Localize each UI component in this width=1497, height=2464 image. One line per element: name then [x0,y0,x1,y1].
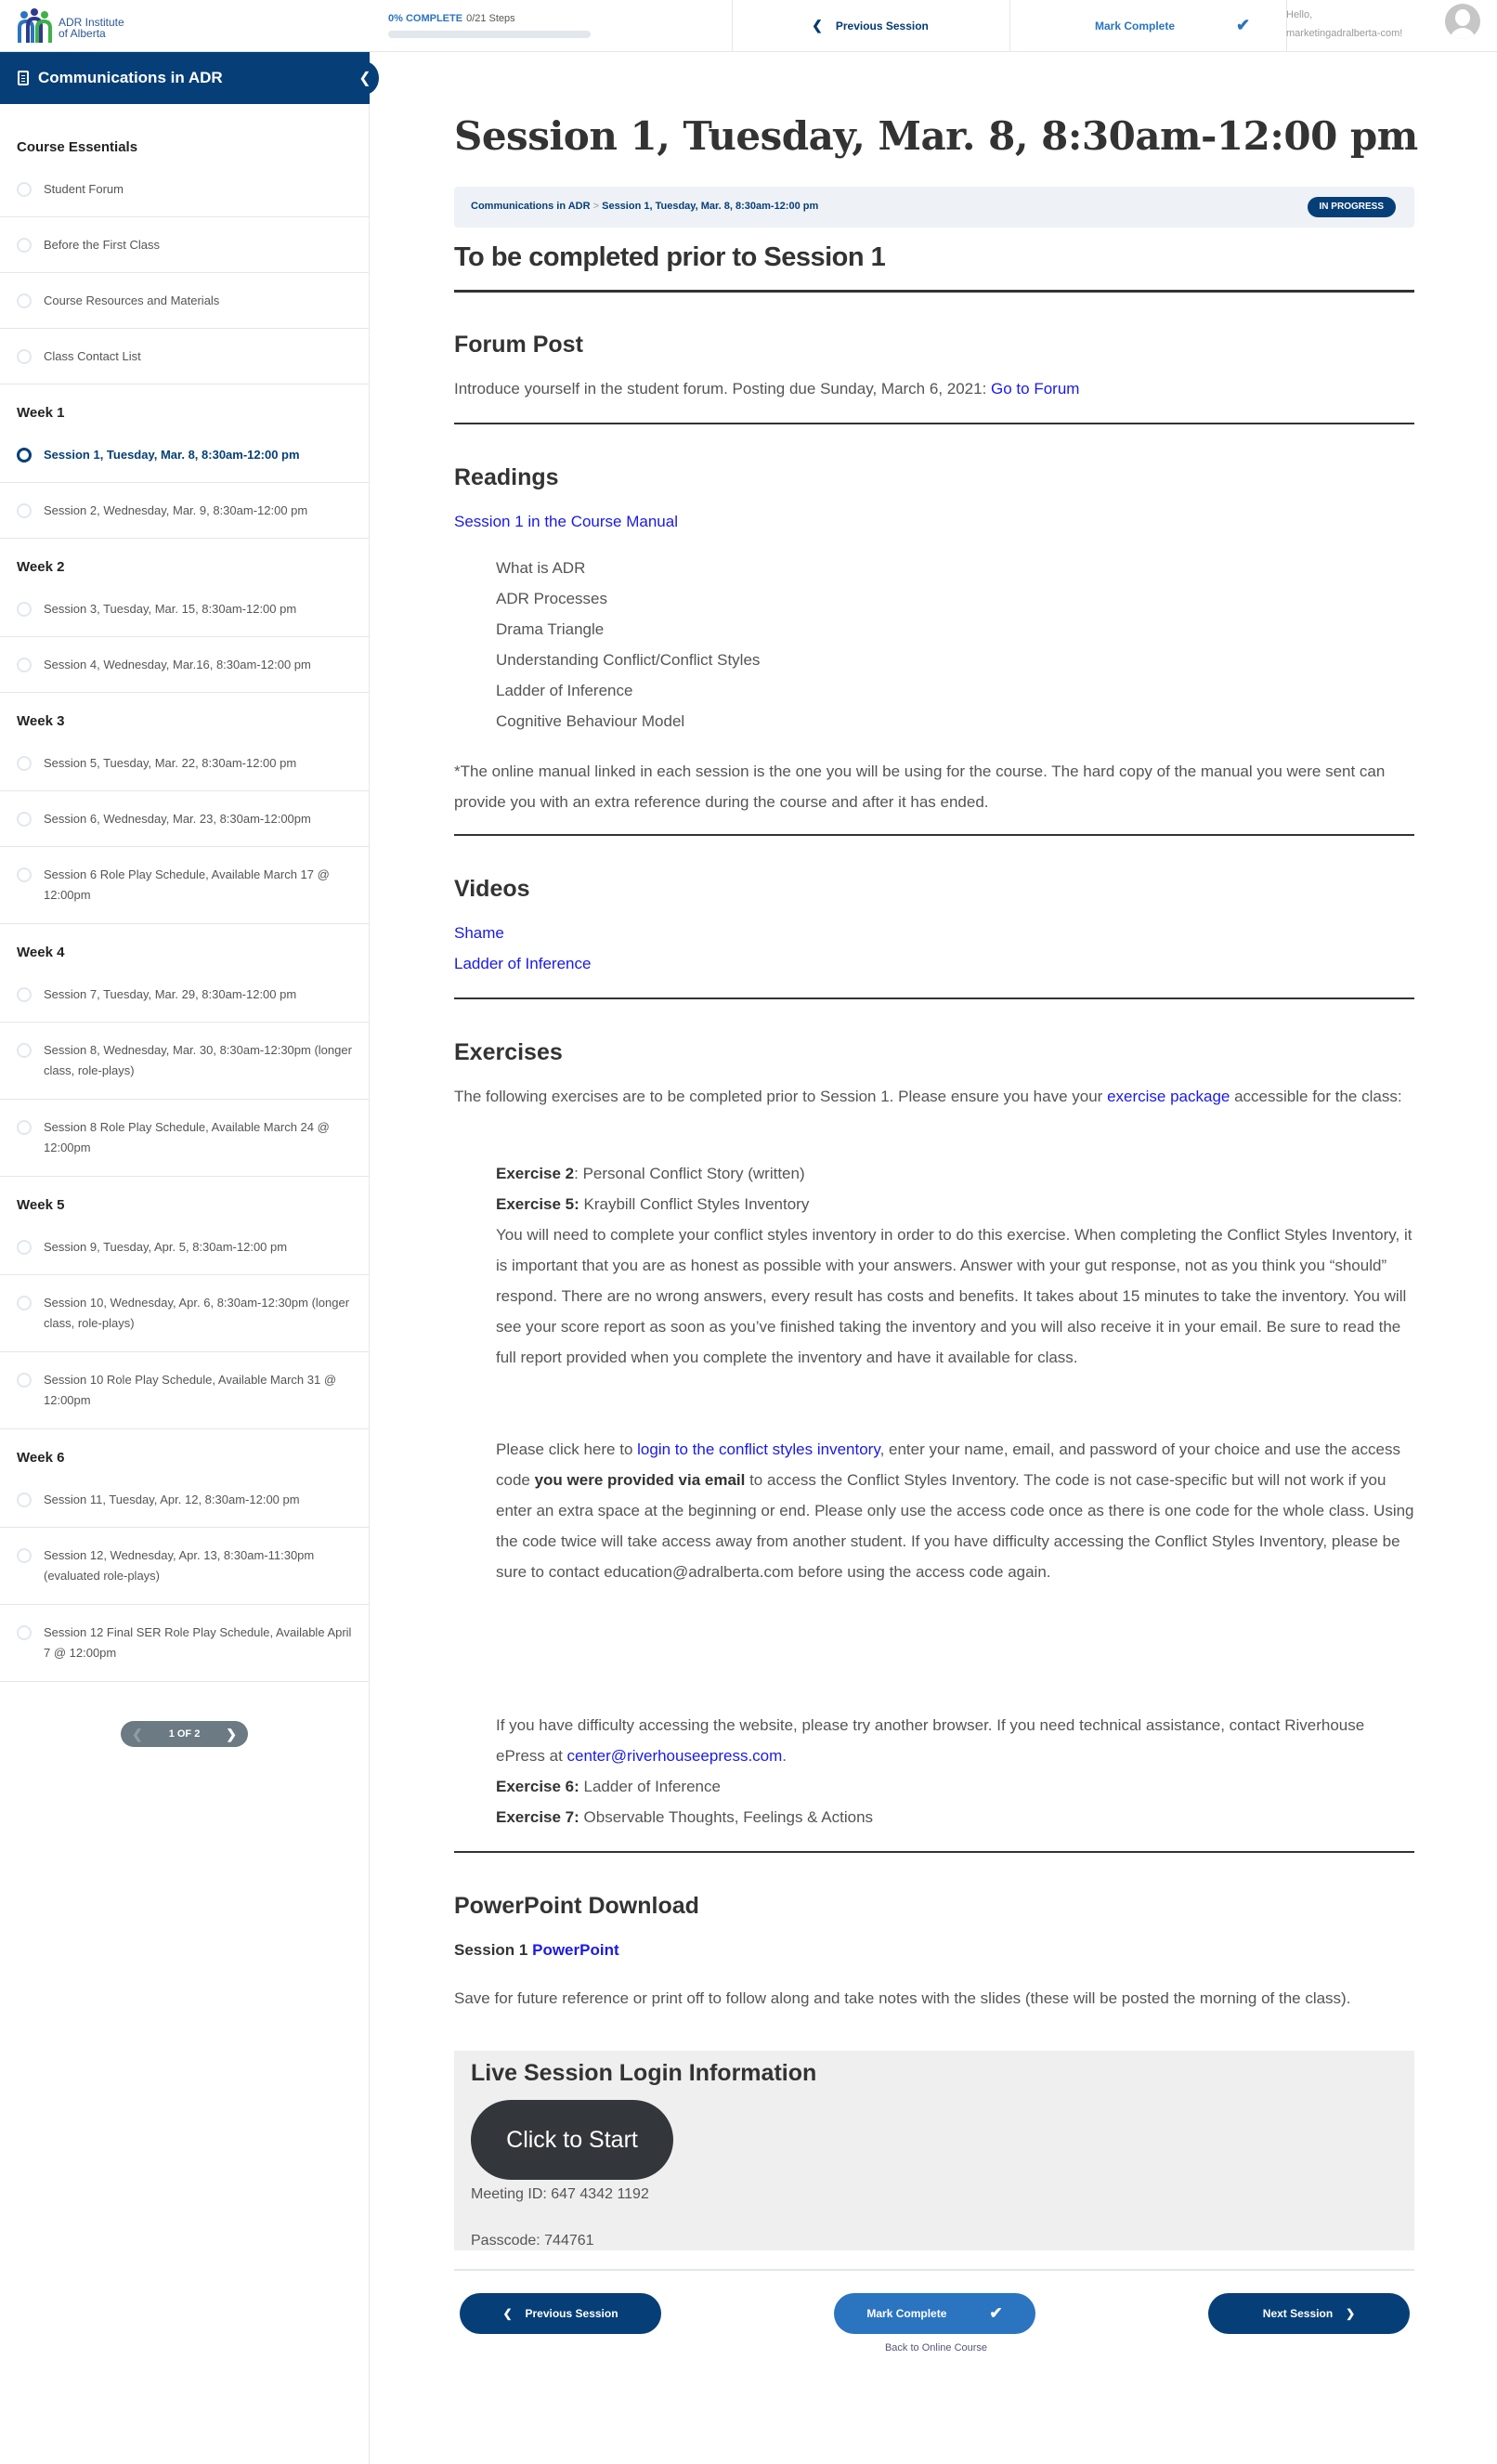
sidebar-item[interactable] [0,217,370,273]
videos-heading: Videos [454,876,530,902]
reading-item: Cognitive Behaviour Model [496,712,685,730]
sidebar-item-label: Session 5, Tuesday, Mar. 22, 8:30am-12:00 pm [44,756,297,770]
exercise-5-text: Kraybill Conflict Styles Inventory [579,1195,810,1213]
logo-text [59,17,124,39]
sidebar-item[interactable] [0,967,370,1023]
login-text-bold: you were provided via email [534,1471,746,1489]
sidebar-item[interactable] [0,1352,370,1429]
progress-circle-active-icon [17,448,32,463]
chevron-left-icon: ❮ [502,2307,513,2320]
progress-circle-icon [17,1373,32,1388]
readings-heading: Readings [454,464,559,490]
course-title: Communications in ADR [38,69,223,86]
sidebar-section-heading: Week 1 [17,405,65,421]
progress-circle-icon [17,658,32,672]
sidebar-item[interactable] [0,637,370,693]
riverhouse-email-link[interactable]: center@riverhouseepress.com [566,1747,783,1765]
sidebar-item-label: Session 8 Role Play Schedule, Available March 24 @ 12:00pm [44,1120,330,1154]
previous-session-label: Previous Session [525,2307,618,2320]
sidebar-item[interactable] [0,1023,370,1100]
sidebar-section-heading: Week 2 [17,559,65,575]
divider [454,423,1414,424]
progress-circle-icon [17,1296,32,1310]
sidebar-section-heading: Week 6 [17,1450,65,1466]
progress-circle-icon [17,349,32,364]
mark-complete-label: Mark Complete [866,2307,947,2320]
technical-assistance [496,1710,1414,1771]
footer-divider [454,2269,1414,2271]
login-text-b: , enter your name, email, and password of your choice and use the access code [496,1441,1400,1489]
sidebar-section-heading: Week 3 [17,713,65,729]
powerpoint-link-line [454,1935,1414,1965]
sidebar-item-label: Session 2, Wednesday, Mar. 9, 8:30am-12:00 pm [44,503,308,517]
divider [454,1851,1414,1853]
sidebar-header [0,52,370,104]
forum-text [454,373,1414,404]
chevron-right-icon: ❯ [1346,2307,1356,2320]
greeting-username: marketingadralberta-com! [1286,28,1403,39]
top-bar [0,0,1497,52]
progress-circle-icon [17,1240,32,1255]
sidebar-item[interactable] [0,1605,370,1682]
exercise-package-link[interactable]: exercise package [1107,1088,1230,1105]
sidebar-item-label: Session 12 Final SER Role Play Schedule, Available April 7 @ 12:00pm [44,1625,352,1660]
mark-complete-label: Mark Complete [1095,19,1176,33]
exercise-7 [496,1802,1414,1832]
tech-text: If you have difficulty accessing the website, please try another browser. If you need technical assistance, contact Riverhouse ePress at [496,1716,1365,1765]
progress-circle-icon [17,182,32,197]
sidebar-item[interactable] [0,162,370,217]
sidebar-section-heading: Week 5 [17,1197,65,1213]
sidebar-item-label: Session 1, Tuesday, Mar. 8, 8:30am-12:00 pm [44,448,300,462]
sidebar-item[interactable] [0,1528,370,1605]
login-text-c: to access the Conflict Styles Inventory. The code is not case-specific but will not work if you enter an extra space at the beginning or end. Please only use the access code once as there is one code for the whole class. Using the code twice will take access away from another student. If you have difficulty accessing the Conflict Styles Inventory, please be sure to contact education@adralberta.com before using the access code again. [496,1471,1414,1581]
conflict-styles-inventory-link[interactable]: login to the conflict styles inventory [637,1441,880,1458]
course-manual-link[interactable]: Session 1 in the Course Manual [454,513,678,530]
adr-logo[interactable] [17,7,147,45]
exercise-7-text: Observable Thoughts, Feelings & Actions [579,1808,874,1826]
divider [454,834,1414,836]
forum-heading: Forum Post [454,332,583,358]
sidebar-item-label: Session 7, Tuesday, Mar. 29, 8:30am-12:00 pm [44,987,297,1001]
chevron-left-icon: ❮ [812,18,823,33]
exercise-7-label: Exercise 7: [496,1808,579,1826]
logo-line-2: of Alberta [59,27,106,40]
progress-circle-icon [17,293,32,308]
powerpoint-label: Session 1 [454,1941,533,1959]
checkmark-icon: ✔ [989,2304,1003,2322]
logo-people-icon [17,7,54,45]
exercises-intro-text: The following exercises are to be completed prior to Session 1. Please ensure you have your [454,1088,1108,1105]
next-session-label: Next Session [1262,2307,1334,2320]
mark-complete-button[interactable] [834,2293,1035,2334]
video-link-ladder-of-inference[interactable]: Ladder of Inference [454,955,592,972]
sidebar-item-label: Session 3, Tuesday, Mar. 15, 8:30am-12:00 pm [44,602,297,616]
progress-percent: 0% COMPLETE [388,13,463,24]
course-sidebar [0,52,370,2464]
status-badge: IN PROGRESS [1308,197,1396,217]
powerpoint-download-link[interactable]: PowerPoint [532,1941,619,1959]
sidebar-item[interactable] [0,736,370,791]
sidebar-item[interactable] [0,483,370,539]
passcode: Passcode: 744761 [471,2233,594,2249]
sidebar-item-label: Session 6 Role Play Schedule, Available March 17 @ 12:00pm [44,867,330,902]
pager-label: 1 OF 2 [168,1728,201,1740]
sidebar-item-label: Session 10, Wednesday, Apr. 6, 8:30am-12:30pm (longer class, role-plays) [44,1296,350,1330]
sidebar-item-label: Class Contact List [44,349,141,363]
login-text-a: Please click here to [496,1441,638,1458]
breadcrumb [471,201,818,212]
reading-item: What is ADR [496,559,586,577]
back-to-online-course-link[interactable]: Back to Online Course [884,2342,988,2353]
reading-item: Drama Triangle [496,620,605,638]
go-to-forum-link[interactable]: Go to Forum [991,380,1080,398]
powerpoint-description: Save for future reference or print off to follow along and take notes with the slides (these will be posted the morning of the class). [454,1989,1351,2007]
tech-text-end: . [782,1747,788,1765]
progress-circle-icon [17,867,32,882]
book-icon [18,71,29,85]
user-avatar[interactable] [1445,4,1480,39]
divider [454,997,1414,999]
progress-circle-icon [17,1493,32,1507]
sidebar-item[interactable] [0,581,370,637]
chevron-left-icon: ❮ [358,71,371,86]
greeting-line-1: Hello, [1286,9,1313,20]
breadcrumb-course-link[interactable]: Communications in ADR [471,201,591,212]
progress-circle-icon [17,812,32,827]
exercise-2 [496,1158,1414,1189]
progress-circle-icon [17,987,32,1002]
progress-bar [388,31,591,38]
progress-circle-icon [17,602,32,617]
sidebar-item-label: Session 10 Role Play Schedule, Available March 31 @ 12:00pm [44,1373,337,1407]
sidebar-item-label: Course Resources and Materials [44,293,220,307]
sidebar-item[interactable] [0,273,370,329]
readings-note: *The online manual linked in each session is the one you will be using for the course. The hard copy of the manual you were sent can provide you with an extra reference during the course and after it has ended. [454,763,1386,811]
progress-circle-icon [17,756,32,771]
live-session-heading: Live Session Login Information [471,2060,817,2086]
reading-item: ADR Processes [496,590,607,607]
sidebar-item[interactable] [0,1219,370,1275]
powerpoint-heading: PowerPoint Download [454,1893,699,1919]
progress-circle-icon [17,1043,32,1058]
progress-circle-icon [17,1548,32,1563]
video-link-shame[interactable]: Shame [454,924,504,942]
header-mark-complete-button[interactable] [1009,0,1286,51]
exercise-2-text: : Personal Conflict Story (written) [574,1165,805,1182]
exercise-2-label: Exercise 2 [496,1165,575,1182]
prior-heading: To be completed prior to Session 1 [454,242,886,272]
previous-session-label: Previous Session [835,19,929,33]
sidebar-item-label: Session 8, Wednesday, Mar. 30, 8:30am-12:30pm (longer class, role-plays) [44,1043,352,1077]
exercise-6-text: Ladder of Inference [579,1778,721,1795]
exercises-intro [454,1081,1414,1112]
previous-session-button[interactable] [460,2293,661,2334]
sidebar-item-label: Session 9, Tuesday, Apr. 5, 8:30am-12:00 pm [44,1240,288,1254]
sidebar-item-label: Session 11, Tuesday, Apr. 12, 8:30am-12:00 pm [44,1493,300,1506]
sidebar-item[interactable] [0,1100,370,1177]
sidebar-item-label: Before the First Class [44,238,160,252]
sidebar-item-label: Session 4, Wednesday, Mar.16, 8:30am-12:00 pm [44,658,311,671]
exercise-6-label: Exercise 6: [496,1778,579,1795]
sidebar-item[interactable] [0,1275,370,1352]
exercise-5 [496,1189,1414,1219]
sidebar-item-label: Student Forum [44,182,124,196]
breadcrumb-bar [454,187,1414,228]
breadcrumb-current[interactable]: Session 1, Tuesday, Mar. 8, 8:30am-12:00 pm [602,201,819,212]
header-previous-session-button[interactable] [732,0,1009,51]
reading-item: Ladder of Inference [496,682,633,699]
sidebar-item[interactable] [0,427,370,483]
click-to-start-button[interactable]: Click to Start [471,2100,673,2180]
avatar-head-shape [1455,9,1470,26]
next-session-button[interactable] [1208,2293,1410,2334]
sidebar-item-label: Session 6, Wednesday, Mar. 23, 8:30am-12:00pm [44,812,311,826]
progress-circle-icon [17,503,32,518]
inventory-login-instructions [496,1434,1414,1587]
page-title: Session 1, Tuesday, Mar. 8, 8:30am-12:00 pm [454,113,1418,159]
sidebar-item[interactable] [0,847,370,924]
avatar-body-shape [1450,28,1476,39]
user-greeting [1286,6,1435,43]
progress-circle-icon [17,1120,32,1135]
exercises-heading: Exercises [454,1039,563,1065]
breadcrumb-separator: > [592,201,600,212]
inventory-instructions: You will need to complete your conflict styles inventory in order to do this exercise. When completing the Conflict Styles Inventory, it is important that you are as honest as possible with your answers. Answer with your gut response, not as you think you “should” respond. There are no wrong answers, every result has costs and benefits. It takes about 15 minutes to take the inventory. You will see your score report as soon as you’ve finished taking the inventory and you will also receive it in your email. Be sure to read the full report provided when you complete the inventory and have it available for class. [496,1226,1412,1366]
pager-prev-button[interactable]: ❮ [132,1726,143,1741]
sidebar-pager [121,1721,248,1747]
exercise-5-label: Exercise 5: [496,1195,579,1213]
divider [454,290,1414,293]
sidebar-item[interactable] [0,791,370,847]
sidebar-item[interactable] [0,329,370,385]
checkmark-icon: ✔ [1236,16,1251,34]
live-session-panel [454,2051,1414,2250]
course-progress [388,13,732,38]
sidebar-collapse-button[interactable] [349,61,379,95]
progress-circle-icon [17,1625,32,1640]
sidebar-section-heading: Week 4 [17,945,65,960]
reading-item: Understanding Conflict/Conflict Styles [496,651,761,669]
logo-line-1: ADR Institute [59,16,124,29]
forum-description: Introduce yourself in the student forum. Posting due Sunday, March 6, 2021: [454,380,992,398]
progress-steps: 0/21 Steps [466,13,515,24]
sidebar-section-heading: Course Essentials [17,139,138,155]
sidebar-item-label: Session 12, Wednesday, Apr. 13, 8:30am-11:30pm (evaluated role-plays) [44,1548,315,1583]
pager-next-button[interactable]: ❯ [226,1726,237,1741]
progress-label [388,13,732,24]
sidebar-item[interactable] [0,1472,370,1528]
progress-circle-icon [17,238,32,253]
exercise-6 [496,1771,1414,1802]
meeting-id: Meeting ID: 647 4342 1192 [471,2186,649,2202]
exercises-intro-text-end: accessible for the class: [1230,1088,1402,1105]
